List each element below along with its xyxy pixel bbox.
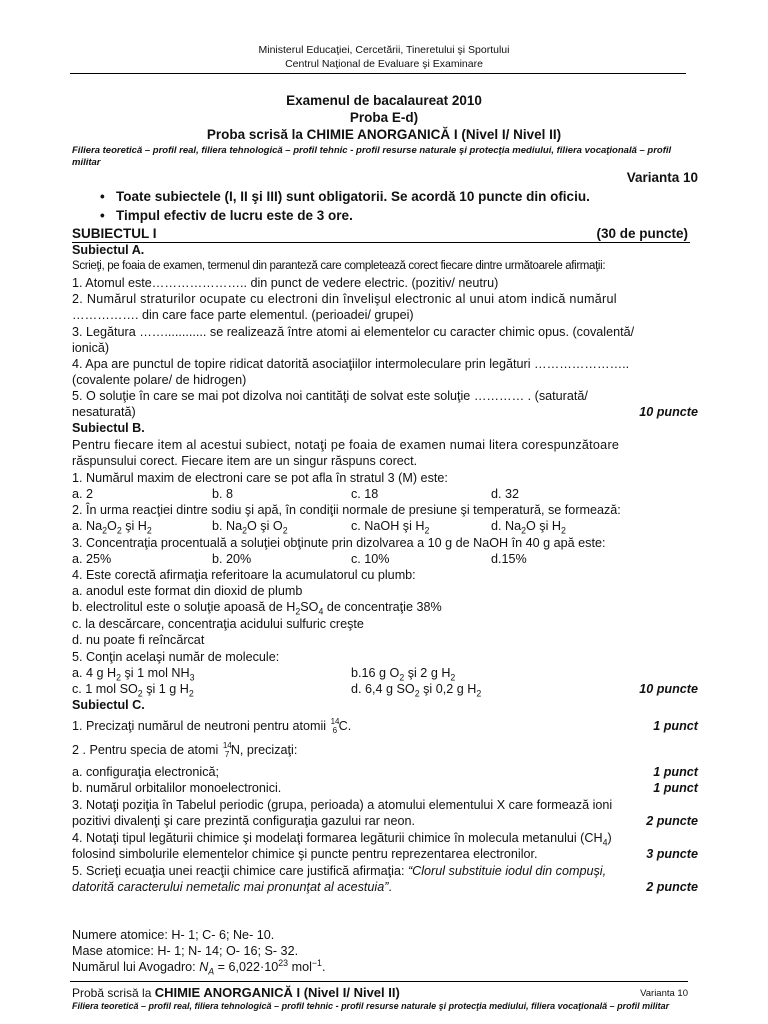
subB-q1-option: d. 32 (491, 487, 520, 501)
subB-title: Subiectul B. (72, 421, 145, 435)
variant-label: Varianta 10 (626, 170, 698, 185)
exam-title: Examenul de bacalaureat 2010 (286, 93, 482, 108)
proba-label: Proba E-d) (349, 110, 419, 125)
subC-q2a: a. configuraţia electronică; (72, 765, 220, 779)
subC-q5: datorită caracterului nemetalic mai pronunţat al acestuia”. (72, 880, 392, 894)
subA-title: Subiectul A. (72, 243, 145, 257)
subA-line: 1. Atomul este………………….. din punct de vedere electric. (pozitiv/ neutru) (72, 276, 499, 290)
subject-title: Proba scrisă la CHIMIE ANORGANICĂ I (Nivel I/ Nivel II) (206, 127, 562, 142)
header-divider (70, 73, 686, 74)
subC-q2a-points: 1 punct (653, 765, 698, 779)
subB-q2-option: c. NaOH şi $H_2$ (351, 519, 430, 536)
subA-line: nesaturată) (72, 405, 136, 419)
subB-q4: 4. Este corectă afirmaţia referitoare la acumulatorul cu plumb: (72, 568, 416, 582)
avogadro-number: Numărul lui Avogadro: $N_A = 6,022\cdot 10^{23}$ mol$^{-1}$. (72, 957, 326, 977)
subA-line: (covalente polare/ de hidrogen) (72, 373, 247, 387)
subB-q3-option: a. 25% (72, 552, 112, 566)
subB-q2-option: d. $Na_2O$ şi $H_2$ (491, 519, 566, 536)
ministry-name: Ministerul Educaţiei, Cercetării, Tineretului şi Sportului (258, 44, 510, 56)
rule-1: • Toate subiectele (I, II şi III) sunt obligatorii. Se acordă 10 puncte din oficiu. (100, 189, 590, 204)
subB-q1-option: b. 8 (212, 487, 234, 501)
section-points: (30 de puncte) (596, 226, 688, 241)
subB-q5: 5. Conţin acelaşi număr de molecule: (72, 650, 280, 664)
subC-q5-points: 2 puncte (646, 880, 698, 894)
atomic-masses: Mase atomice: H- 1; N- 14; O- 16; S- 32. (72, 944, 299, 958)
subB-points: 10 puncte (639, 682, 698, 696)
subC-q4: 4. Notaţi tipul legăturii chimice şi modelaţi formarea legăturii chimice în molecula metanului $(CH_4)$ (72, 831, 612, 848)
subC-q3-points: 2 puncte (646, 814, 698, 828)
subC-q4-points: 3 puncte (646, 847, 698, 861)
subC-q3: pozitivi divalenţi şi care prezintă configuraţia gazului rar neon. (72, 814, 416, 828)
subB-q2-option: b. $Na_2O$ şi $O_2$ (212, 519, 288, 536)
subA-line: 5. O soluţie în care se mai pot dizolva noi cantităţi de solvat este soluţie ………… . (saturată/ (72, 389, 588, 403)
subC-q3: 3. Notaţi poziţia în Tabelul periodic (grupa, perioada) a atomului elementului X care formează ioni (72, 798, 613, 812)
subB-q4-option: d. nu poate fi reîncărcat (72, 633, 205, 647)
nitrogen-14-nuclide: 14 7 (222, 740, 232, 759)
subB-q4-option: b. electrolitul este o soluţie apoasă de $H_2SO_4$ de concentraţie 38% (72, 600, 442, 617)
subB-q2-option: a. $Na_2O_2$ şi $H_2$ (72, 519, 152, 536)
subB-q3-option: b. 20% (212, 552, 252, 566)
subC-q1-points: 1 punct (653, 719, 698, 733)
subC-q4: folosind simbolurile elementelor chimice şi puncte pentru reprezentarea electronilor. (72, 847, 538, 861)
subB-q1-option: c. 18 (351, 487, 379, 501)
section-title: SUBIECTUL I (72, 226, 157, 241)
subC-q2b: b. numărul orbitalilor monoelectronici. (72, 781, 282, 795)
subC-q1: 1. Precizaţi numărul de neutroni pentru atomii 14 6 C. (72, 716, 352, 735)
subB-q5-option: a. 4 g $H_2$ şi 1 mol $NH_3$ (72, 666, 195, 683)
subB-q4-option: c. la descărcare, concentraţia acidului sulfuric creşte (72, 617, 364, 631)
subB-q5-option: b.16 g $O_2$ şi 2 g $H_2$ (351, 666, 456, 683)
rule-2: • Timpul efectiv de lucru este de 3 ore. (100, 208, 353, 223)
subB-q1-option: a. 2 (72, 487, 94, 501)
subB-q5-option: d. 6,4 g $SO_2$ şi 0,2 g $H_2$ (351, 682, 482, 699)
footer-filiera: Filiera teoretică – profil real, filiera tehnologică – profil tehnic - profil resurse naturale şi protecţia mediului, filiera vocaţională – profil militar (72, 1001, 670, 1011)
subA-line: 3. Legătura ……............ se realizează între atomi ai elementelor cu caracter chimic opus. (covalentă/ (72, 325, 635, 339)
subA-instructions: Scrieţi, pe foaia de examen, termenul din paranteză care completează corect fiecare dintre următoarele afirmaţii: (72, 260, 606, 272)
subB-intro: răspunsului corect. Fiecare item are un singur răspuns corect. (72, 454, 418, 468)
subB-q5-option: c. 1 mol $SO_2$ şi 1 g $H_2$ (72, 682, 194, 699)
footer-subject: Probă scrisă la CHIMIE ANORGANICĂ I (Nivel I/ Nivel II) (72, 985, 400, 1000)
footer-divider (70, 981, 688, 982)
section-divider (72, 242, 690, 243)
footer-variant: Varianta 10 (640, 988, 688, 999)
carbon-14-nuclide: 14 6 (330, 716, 340, 735)
subB-q3-option: c. 10% (351, 552, 390, 566)
subB-q1: 1. Numărul maxim de electroni care se pot afla în stratul 3 (M) este: (72, 471, 448, 485)
subB-q3-option: d.15% (491, 552, 527, 566)
subA-line: ionică) (72, 341, 110, 355)
subB-intro: Pentru fiecare item al acestui subiect, notaţi pe foaia de examen numai litera corespunzătoare (72, 438, 620, 452)
subC-q5: 5. Scrieţi ecuaţia unei reacţii chimice care justifică afirmaţia: “Clorul substituie iodul din compuşi, (72, 864, 607, 878)
subA-line: 4. Apa are punctul de topire ridicat datorită asociaţiilor intermoleculare prin legături ………………….. (72, 357, 630, 371)
atomic-numbers: Numere atomice: H- 1; C- 6; Ne- 10. (72, 928, 275, 942)
subC-q2: 2 . Pentru specia de atomi 14 7 N, precizaţi: (72, 740, 298, 759)
subB-q3: 3. Concentraţia procentuală a soluţiei obţinute prin dizolvarea a 10 g de NaOH în 40 g apă este: (72, 536, 606, 550)
filiera-text: Filiera teoretică – profil real, filiera tehnologică – profil tehnic - profil resurse naturale şi protecţia mediului, filiera vocaţională – profil militar (72, 145, 672, 168)
subB-q4-option: a. anodul este format din dioxid de plumb (72, 584, 303, 598)
subA-points: 10 puncte (639, 405, 698, 419)
subC-title: Subiectul C. (72, 698, 145, 712)
subA-line: ……………. din care face parte elementul. (perioadei/ grupei) (72, 308, 414, 322)
subC-q2b-points: 1 punct (653, 781, 698, 795)
subB-q2: 2. În urma reacţiei dintre sodiu şi apă, în condiţii normale de presiune şi temperatură, se formează: (72, 503, 621, 517)
subA-line: 2. Numărul straturilor ocupate cu electroni din învelişul electronic al unui atom indică numărul (72, 292, 617, 306)
evaluation-center: Centrul Naţional de Evaluare şi Examinare (285, 58, 483, 70)
